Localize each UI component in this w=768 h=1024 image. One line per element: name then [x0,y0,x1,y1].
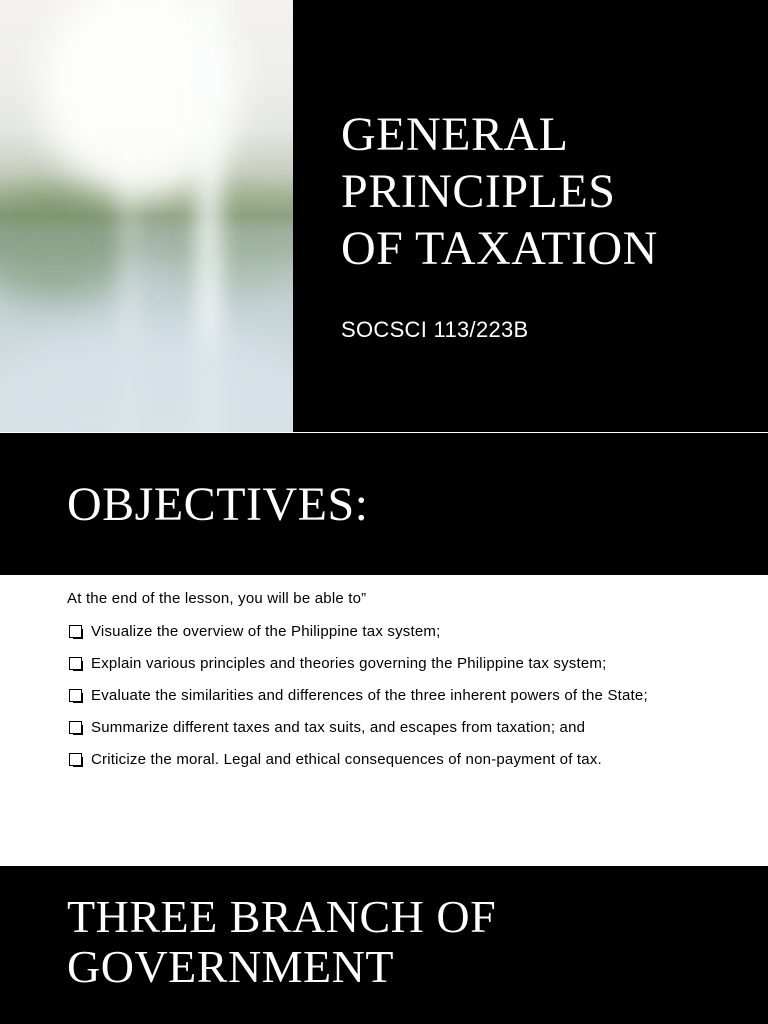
list-item-text: Criticize the moral. Legal and ethical consequences of non-payment of tax. [91,751,602,768]
objectives-slide [0,433,768,865]
heading-line: GOVERNMENT [67,941,394,992]
branches-slide [0,866,768,1024]
list-item [67,717,707,739]
objectives-header-band [0,433,768,575]
checkbox-bullet-icon [69,625,82,638]
checkbox-bullet-icon [69,721,82,734]
list-item-text: Explain various principles and theories governing the Philippine tax system; [91,655,607,672]
presentation-title [341,106,658,277]
photo-greenery-blur [0,190,140,300]
objectives-heading: OBJECTIVES: [67,478,369,531]
checkbox-bullet-icon [69,689,82,702]
course-code: SOCSCI 113/223B [341,317,529,342]
branches-heading [67,892,496,992]
heading-line: THREE BRANCH OF [67,891,497,942]
objectives-list [67,621,707,781]
checkbox-bullet-icon [69,657,82,670]
list-item-text: Evaluate the similarities and differences of the three inherent powers of the State; [91,687,648,704]
list-item [67,685,707,707]
title-slide [0,0,768,432]
list-item-text: Summarize different taxes and tax suits, and escapes from taxation; and [91,719,586,736]
list-item [67,621,707,643]
objectives-intro: At the end of the lesson, you will be able to” [67,590,367,607]
title-line: OF TAXATION [341,222,658,275]
title-line: GENERAL [341,108,569,161]
title-line: PRINCIPLES [341,165,616,218]
blurred-office-photo [0,0,293,432]
list-item [67,653,707,675]
list-item-text: Visualize the overview of the Philippine tax system; [91,623,441,640]
list-item [67,749,707,771]
photo-floor-glow [0,330,293,432]
checkbox-bullet-icon [69,753,82,766]
